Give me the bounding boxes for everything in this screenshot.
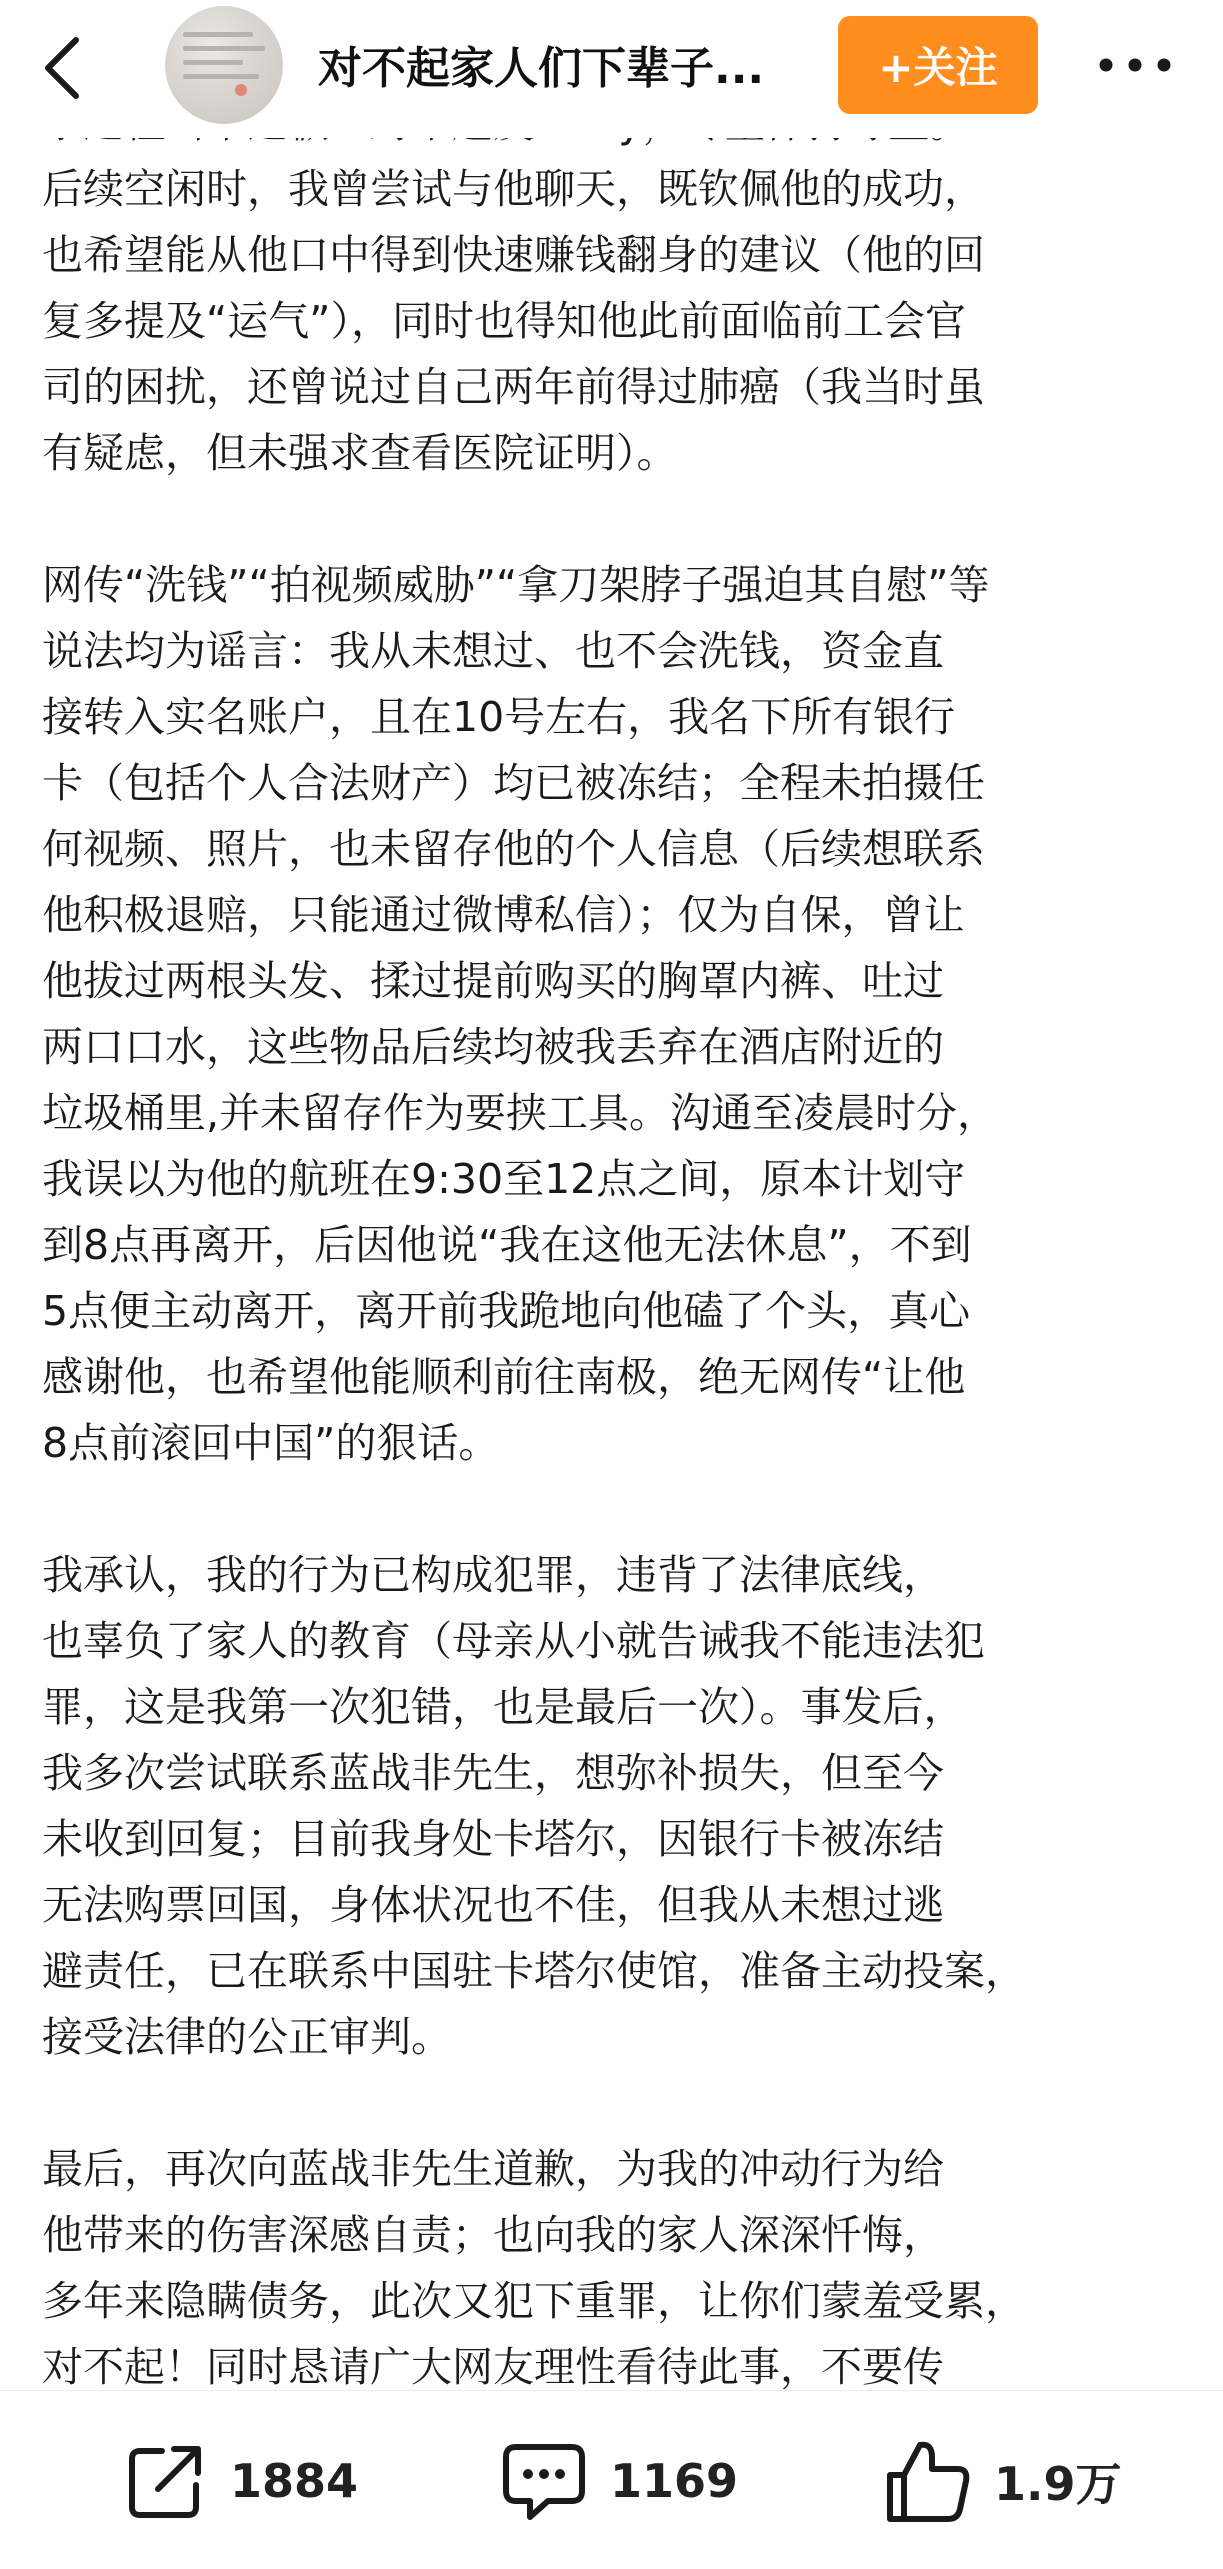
- text-line: 无法购票回国，身体状况也不佳，但我从未想过逃: [42, 1881, 944, 1929]
- text-line: 5点便主动离开，离开前我跪地向他磕了个头，真心: [42, 1287, 971, 1335]
- back-button[interactable]: [34, 32, 94, 104]
- text-line: 对不起！同时恳请广大网友理性看待此事，不要传: [42, 2343, 944, 2390]
- chevron-left-icon: [34, 32, 94, 104]
- text-line: 也希望能从他口中得到快速赚钱翻身的建议（他的回: [42, 231, 985, 279]
- like-button[interactable]: [884, 2391, 1122, 2569]
- text-line: 卡（包括个人合法财产）均已被冻结；全程未拍摄任: [42, 759, 985, 807]
- text-line: 我误以为他的航班在9:30至12点之间，原本计划守: [42, 1155, 966, 1203]
- text-line: 8点前滚回中国”的狠话。: [42, 1419, 500, 1467]
- text-line: 后续空闲时，我曾尝试与他聊天，既钦佩他的成功，: [42, 165, 985, 213]
- text-line: 接转入实名账户，且在10号左右，我名下所有银行: [42, 693, 956, 741]
- text-line: 未收到回复；目前我身处卡塔尔，因银行卡被冻结: [42, 1815, 944, 1863]
- text-line: 避责任，已在联系中国驻卡塔尔使馆，准备主动投案，: [42, 1947, 1026, 1995]
- more-dots-icon: [1090, 50, 1180, 80]
- top-bar: [0, 0, 1223, 138]
- article-body[interactable]: [0, 118, 1223, 2390]
- text-line: 多年来隐瞒债务，此次又犯下重罪，让你们蒙羞受累，: [42, 2277, 1026, 2325]
- text-line: 他拔过两根头发、揉过提前购买的胸罩内裤、吐过: [42, 957, 944, 1005]
- text-line: 两口口水，这些物品后续均被我丢弃在酒店附近的: [42, 1023, 944, 1071]
- text-line: 复多提及“运气”），同时也得知他此前面临前工会官: [42, 297, 966, 345]
- author-avatar[interactable]: [165, 6, 283, 124]
- text-line: 我承认，我的行为已构成犯罪，违背了法律底线，: [42, 1551, 944, 1599]
- text-line: 感谢他，也希望他能顺利前往南极，绝无网传“让他: [42, 1353, 966, 1401]
- text-line: 最后，再次向蓝战非先生道歉，为我的冲动行为给: [42, 2145, 944, 2193]
- more-options-button[interactable]: [1090, 50, 1180, 80]
- share-button[interactable]: [124, 2391, 358, 2569]
- share-count: 1884: [230, 2453, 359, 2508]
- text-line: 说法均为谣言：我从未想过、也不会洗钱，资金直: [42, 627, 944, 675]
- text-line: 到8点再离开，后因他说“我在这他无法休息”，不到: [42, 1221, 972, 1269]
- comment-button[interactable]: [500, 2391, 738, 2569]
- text-line: 网传“洗钱”“拍视频威胁”“拿刀架脖子强迫其自慰”等: [42, 561, 990, 609]
- like-count: 1.9万: [994, 2456, 1122, 2511]
- text-line: 我多次尝试联系蓝战非先生，想弥补损失，但至今: [42, 1749, 944, 1797]
- paragraph-gap: [0, 486, 1223, 552]
- paragraph-gap: [0, 2070, 1223, 2136]
- follow-button[interactable]: +关注: [838, 16, 1038, 114]
- text-line: 垃圾桶里,并未留存作为要挟工具。沟通至凌晨时分，: [42, 1089, 999, 1137]
- comment-icon: [500, 2439, 588, 2523]
- thumbs-up-icon: [884, 2437, 972, 2525]
- paragraph-gap: [0, 1476, 1223, 1542]
- text-line: 他带来的伤害深感自责；也向我的家人深深忏悔，: [42, 2211, 944, 2259]
- text-line: 有疑虑，但未强求查看医院证明）。: [42, 429, 678, 477]
- text-line: 罪，这是我第一次犯错，也是最后一次）。事发后，: [42, 1683, 965, 1731]
- text-line: 他积极退赔，只能通过微博私信）；仅为自保，曾让: [42, 891, 965, 939]
- article-text: [0, 118, 1223, 2390]
- post-title: 对不起家人们下辈子...: [318, 43, 765, 94]
- text-line: 何视频、照片，也未留存他的个人信息（后续想联系: [42, 825, 985, 873]
- text-line: 也辜负了家人的教育（母亲从小就告诫我不能违法犯: [42, 1617, 985, 1665]
- share-icon: [124, 2439, 208, 2523]
- text-line: 接受法律的公正审判。: [42, 2013, 452, 2061]
- text-line: 司的困扰，还曾说过自己两年前得过肺癌（我当时虽: [42, 363, 985, 411]
- bottom-action-bar: [0, 2390, 1223, 2569]
- comment-count: 1169: [610, 2453, 739, 2508]
